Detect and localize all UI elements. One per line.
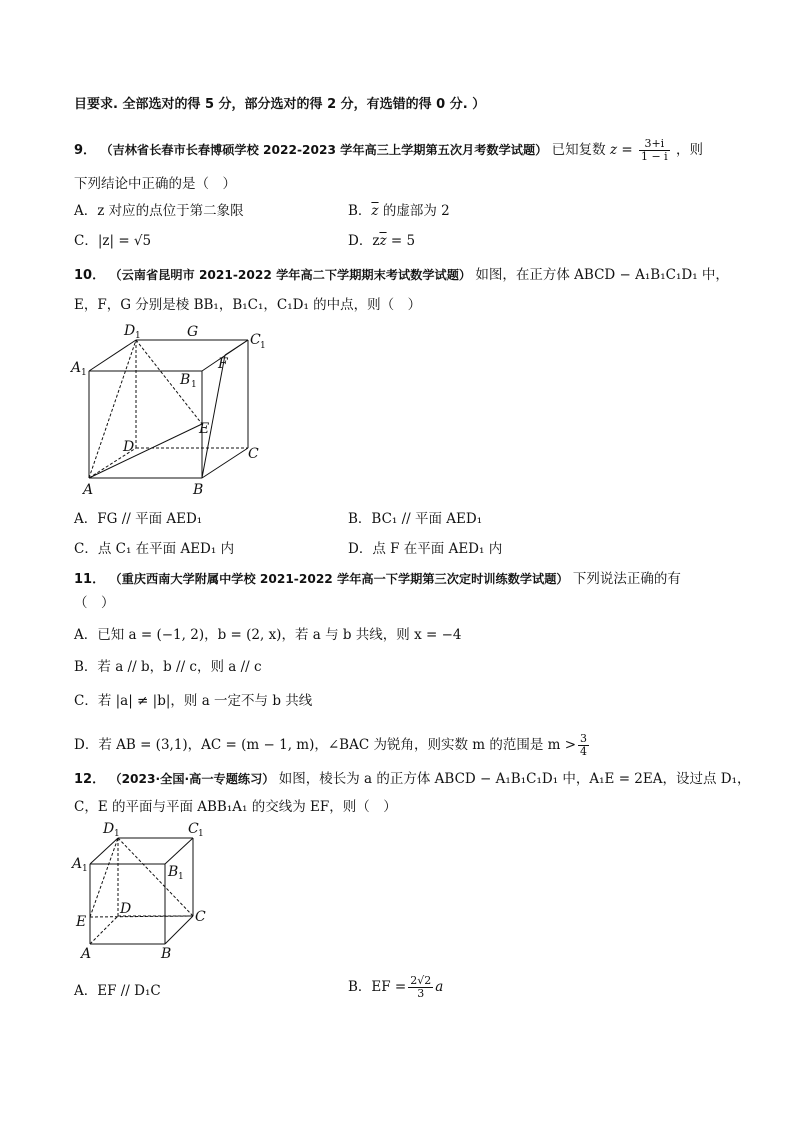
question-9-stem-text: 已知复数 [551, 142, 606, 158]
label-a1: A [72, 856, 83, 872]
question-11-option-d [74, 733, 591, 758]
question-11-option-a: A．已知 a = (−1, 2)，b = (2, x)，若 a 与 b 共线，则 x = −4 [74, 627, 462, 643]
question-10-stem-text: 如图，在正方体 ABCD − A₁B₁C₁D₁ 中， [475, 267, 729, 283]
question-10-cube-figure [70, 318, 280, 498]
question-11-stem-text: 下列说法正确的有 [572, 571, 681, 587]
question-12-option-a: A．EF // D₁C [74, 983, 161, 999]
question-12-stem [74, 770, 751, 789]
label-sub: 1 [81, 368, 87, 378]
question-10-source: （云南省昆明市 2021-2022 学年高二下学期期末考试数学试题） [109, 268, 472, 282]
question-12-stem-text: 如图，棱长为 a 的正方体 ABCD − A₁B₁C₁D₁ 中，A₁E = 2EA，设过点 D₁， [278, 771, 751, 787]
label-c: C [248, 446, 259, 462]
label-sub: 1 [114, 829, 120, 839]
label-c1: C [188, 821, 199, 837]
label-a1: A [71, 360, 82, 376]
label-a: A [83, 482, 94, 498]
label-a: A [81, 946, 92, 962]
question-12-option-b [348, 975, 443, 1000]
label-b1: B [168, 864, 179, 880]
question-9-option-c: C．|z| = √5 [74, 233, 152, 249]
option-b-suffix: a [435, 979, 444, 995]
option-d-prefix: D．z [348, 233, 380, 249]
question-9-stem [74, 138, 703, 163]
question-11-stem-line2: （ ） [74, 595, 115, 611]
question-9-option-d [348, 232, 415, 250]
question-12-source: （2023·全国·高一专题练习） [109, 772, 275, 786]
option-d-fraction [578, 733, 589, 758]
label-sub: 1 [82, 864, 88, 874]
question-10-stem [74, 266, 729, 285]
label-sub: 1 [198, 829, 204, 839]
option-b-prefix: B．EF = [348, 979, 407, 995]
question-9-option-b [348, 202, 450, 220]
label-sub: 1 [260, 341, 266, 351]
label-sub: 1 [178, 872, 184, 882]
question-10-option-c: C．点 C₁ 在平面 AED₁ 内 [74, 541, 235, 557]
section-instruction: 目要求. 全部选对的得 5 分，部分选对的得 2 分，有选错的得 0 分. ） [74, 97, 486, 112]
fraction-denominator: 3 [417, 987, 425, 1000]
label-b: B [161, 946, 172, 962]
question-9-option-a: A．z 对应的点位于第二象限 [74, 203, 244, 219]
label-d: D [123, 439, 135, 455]
question-9-stem-line2: 下列结论中正确的是（ ） [74, 176, 236, 192]
option-b-suffix: 的虚部为 2 [378, 203, 450, 219]
option-d-suffix: = 5 [386, 233, 416, 249]
question-12-stem-line2: C，E 的平面与平面 ABB₁A₁ 的交线为 EF，则（ ） [74, 799, 397, 815]
label-b: B [193, 482, 204, 498]
fraction-denominator: 1 − i [640, 150, 668, 163]
question-10-stem-line2: E，F，G 分别是棱 BB₁，B₁C₁，C₁D₁ 的中点，则（ ） [74, 297, 422, 313]
z-conjugate: $\overline{z}$ [371, 203, 379, 219]
question-10-option-b: B．BC₁ // 平面 AED₁ [348, 511, 483, 527]
label-d1: D [103, 821, 115, 837]
label-sub: 1 [135, 331, 141, 341]
label-g: G [187, 324, 199, 340]
z-conjugate: $\overline{z}$ [379, 233, 387, 249]
question-10-option-d: D．点 F 在平面 AED₁ 内 [348, 541, 503, 557]
option-b-fraction [408, 975, 433, 1000]
question-9-stem-tail: ，则 [676, 142, 703, 158]
fraction-numerator: 3 [580, 732, 588, 745]
fraction-denominator: 4 [580, 745, 588, 758]
question-11-stem [74, 570, 681, 589]
option-b-prefix: B． [348, 203, 372, 219]
question-9-z-lhs: z = [609, 142, 633, 158]
label-sub: 1 [191, 380, 197, 390]
question-9-source: （吉林省长春市长春博硕学校 2022-2023 学年高三上学期第五次月考数学试题） [100, 143, 548, 157]
question-11-source: （重庆西南大学附属中学校 2021-2022 学年高一下学期第三次定时训练数学试题） [109, 572, 569, 586]
label-b1: B [180, 372, 191, 388]
label-e: E [199, 421, 210, 437]
question-11-option-c: C．若 |a| ≠ |b|，则 a 一定不与 b 共线 [74, 693, 313, 709]
question-11-number: 11． [74, 572, 106, 587]
option-d-text: D．若 AB = (3,1)，AC = (m − 1, m)，∠BAC 为锐角，则实数 m 的范围是 m > [74, 737, 577, 753]
question-10-option-a: A．FG // 平面 AED₁ [74, 511, 203, 527]
question-12-cube-figure [70, 818, 230, 968]
label-d: D [120, 901, 132, 917]
question-12-number: 12． [74, 772, 106, 787]
question-11-option-b: B．若 a // b，b // c，则 a // c [74, 659, 262, 675]
label-c1: C [250, 332, 261, 348]
fraction-numerator: 3+i [639, 138, 670, 151]
fraction-numerator: 2√2 [410, 974, 432, 987]
label-c: C [195, 909, 206, 925]
label-e: E [76, 914, 87, 930]
question-10-number: 10． [74, 268, 106, 283]
question-9-fraction [639, 138, 670, 163]
label-d1: D [124, 323, 136, 339]
question-9-number: 9． [74, 143, 97, 158]
label-f: F [218, 356, 228, 372]
